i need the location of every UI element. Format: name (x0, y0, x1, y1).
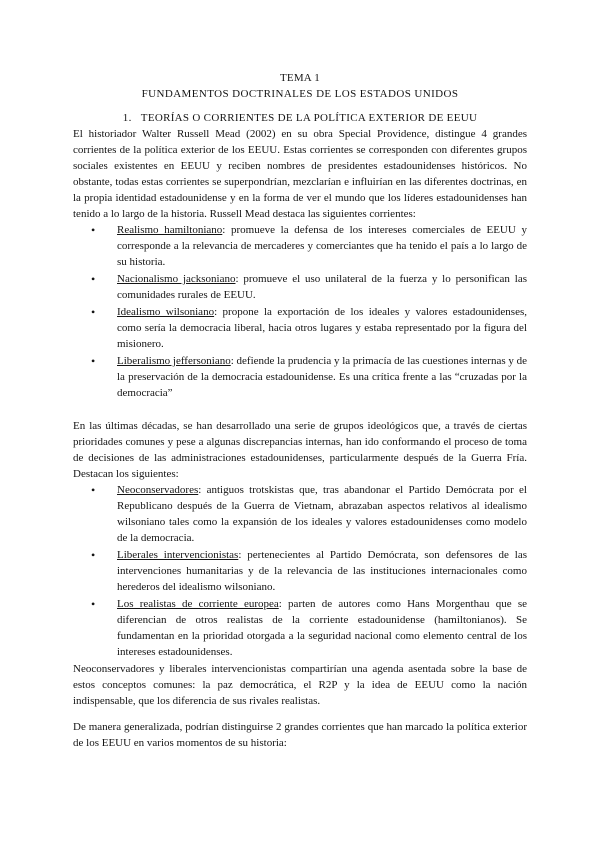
definition: : propone la exportación de los ideales y valores estadounidenses, como sería la democracia liberal, hacia otros lugares y estaba representado por la figura del misionero. (117, 306, 527, 350)
closing-paragraph: De manera generalizada, podrían distinguirse 2 grandes corrientes que han marcado la política exterior de los EEUU en varios momentos de su historia: (73, 721, 527, 749)
tema-label: TEMA 1 (279, 72, 320, 84)
groups-list (73, 482, 527, 660)
term: Liberales intervencionistas (117, 549, 239, 561)
term: Idealismo wilsoniano (117, 306, 215, 318)
definition: : defiende la prudencia y la primacía de las cuestiones internas y de la preservación de la democracia estadounidense. Es una crítica frente a las “cruzadas por la democracia” (117, 355, 528, 399)
list-item (91, 596, 527, 660)
list-item (91, 482, 527, 546)
definition: : promueve el uso unilateral de la fuerza y lo personifican las comunidades rurales de EEUU. (117, 273, 527, 301)
term: Nacionalismo jacksoniano (117, 273, 236, 285)
groups-intro-paragraph: En las últimas décadas, se han desarrollado una serie de grupos ideológicos que, a través de ciertas prioridades comunes y pese a algunas discrepancias internas, han ido conformando el proceso de toma de decisiones de las administraciones estadounidenses, particularmente después de la Guerra Fría. Destacan los siguientes: (73, 420, 527, 480)
spacer (73, 709, 527, 719)
term: Los realistas de corriente europea (117, 598, 279, 610)
list-item (91, 222, 527, 270)
intro-paragraph: El historiador Walter Russell Mead (2002) en su obra Special Providence, distingue 4 grandes corrientes de la política exterior de los EEUU. Estas corrientes se corresponden con diferentes grupos sociales existentes en EEUU y reciben nombres de presidentes estadounidenses históricos. No obstante, todas estas corrientes se superpondrían, mezclarían e influirían en las diferentes doctrinas, en la propia identidad estadounidense y en la forma de ver el mundo que los líderes estadounidenses han tenido a lo largo de la historia. Russell Mead destaca las siguientes corrientes: (73, 128, 527, 220)
list-item (91, 353, 528, 401)
definition: : parten de autores como Hans Morgenthau que se diferencian de otros realistas de la corriente estadounidense (hamiltonianos). Se fundamentan en la prioridad otorgada a la seguridad nacional como elemento central de los intereses estadounidenses. (117, 598, 527, 658)
bullet-icon: • (91, 597, 96, 611)
term: Liberalismo jeffersoniano (117, 355, 231, 367)
term: Realismo hamiltoniano (117, 224, 223, 236)
term: Neoconservadores (117, 484, 199, 496)
list-item (91, 547, 527, 595)
bullet-icon: • (91, 272, 96, 286)
document-title: FUNDAMENTOS DOCTRINALES DE LOS ESTADOS UNIDOS (141, 88, 459, 100)
section-number: 1. (122, 112, 132, 124)
definition: : pertenecientes al Partido Demócrata, son defensores de las intervenciones humanitarias y de la relevancia de las instituciones internacionales como herederos del idealismo wilsoniano. (117, 549, 527, 593)
bullet-icon: • (91, 354, 96, 368)
bullet-icon: • (91, 223, 96, 237)
groups-conclusion-paragraph: Neoconservadores y liberales intervencionistas compartirían una agenda asentada sobre la base de estos conceptos comunes: la paz democrática, el R2P y la idea de EEUU como la nación indispensable, que los diferencia de sus rivales realistas. (73, 663, 527, 707)
definition: : promueve la defensa de los intereses comerciales de EEUU y corresponde a la relevancia de mercaderes y comerciantes que ha tenido el país a lo largo de su historia. (117, 224, 527, 268)
spacer (73, 402, 527, 418)
bullet-icon: • (91, 483, 96, 497)
section-heading (73, 110, 527, 126)
document-page (73, 70, 527, 751)
currents-list (73, 222, 527, 401)
list-item (91, 271, 527, 303)
section-title: TEORÍAS O CORRIENTES DE LA POLÍTICA EXTERIOR DE EEUU (140, 112, 478, 124)
definition: : antiguos trotskistas que, tras abandonar el Partido Demócrata por el Republicano después de la Guerra de Vietnam, abrazaban aspectos relativos al idealismo wilsoniano tales como la expansión de los ideales y valores estadounidenses como modelo de la democracia. (117, 484, 527, 544)
bullet-icon: • (91, 305, 96, 319)
bullet-icon: • (91, 548, 96, 562)
list-item (91, 304, 527, 352)
